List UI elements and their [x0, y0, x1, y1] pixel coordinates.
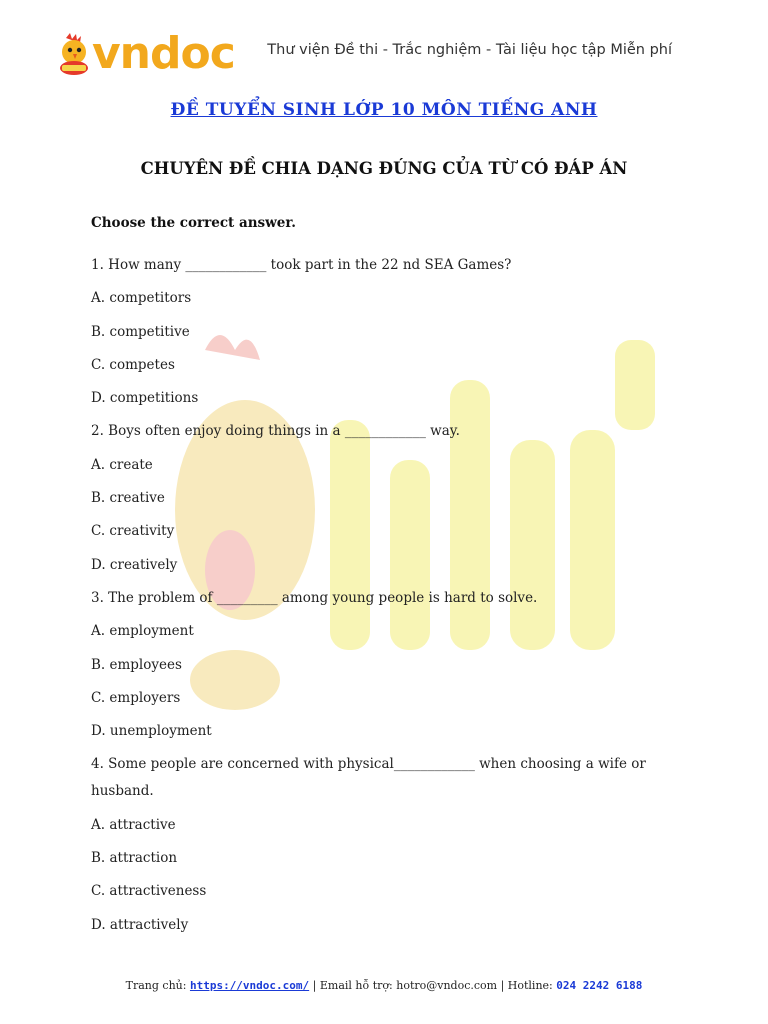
chicken-mascot-icon: [52, 32, 96, 76]
page-footer: [0, 979, 768, 992]
question-2-option-a: A. create: [91, 456, 153, 473]
question-4-text-cont: husband.: [91, 783, 154, 800]
header-tagline: Thư viện Đề thi - Trắc nghiệm - Tài liệu học tập Miễn phí: [267, 42, 672, 58]
question-3-option-d: D. unemployment: [91, 723, 212, 740]
question-3-text: 3. The problem of _________ among young people is hard to solve.: [91, 589, 538, 606]
question-3-option-a: A. employment: [91, 623, 194, 640]
footer-home-link[interactable]: https://vndoc.com/: [189, 979, 310, 992]
question-4-option-d: D. attractively: [91, 916, 189, 933]
question-3-option-b: B. employees: [91, 656, 182, 673]
document-subtitle: CHUYÊN ĐỀ CHIA DẠNG ĐÚNG CỦA TỪ CÓ ĐÁP ÁN: [140, 159, 628, 178]
question-1-option-a: A. competitors: [91, 290, 192, 307]
question-4-option-c: C. attractiveness: [91, 883, 207, 900]
page-header: [0, 0, 768, 90]
question-1-option-b: B. competitive: [91, 323, 190, 340]
question-1-text: 1. How many ____________ took part in the 22 nd SEA Games?: [91, 257, 512, 273]
document-title: ĐỀ TUYỂN SINH LỚP 10 MÔN TIẾNG ANH: [170, 100, 598, 120]
footer-hotline: 024 2242 6188: [556, 979, 643, 992]
question-1-option-d: D. competitions: [91, 390, 199, 407]
question-4-option-a: A. attractive: [91, 816, 176, 833]
footer-email-text: | Email hỗ trợ: hotro@vndoc.com | Hotline:: [309, 979, 557, 992]
footer-home-label: Trang chủ:: [125, 979, 190, 992]
instruction-text: Choose the correct answer.: [91, 215, 296, 231]
question-list: [91, 252, 681, 945]
vndoc-logo[interactable]: [52, 28, 235, 80]
question-2-text: 2. Boys often enjoy doing things in a ____________ way.: [91, 423, 460, 440]
question-2-option-d: D. creatively: [91, 556, 178, 573]
question-4-text: 4. Some people are concerned with physical____________ when choosing a wife or: [91, 756, 646, 773]
question-2-option-b: B. creative: [91, 490, 165, 507]
question-1-option-c: C. competes: [91, 356, 175, 373]
question-2-option-c: C. creativity: [91, 523, 175, 540]
question-3-option-c: C. employers: [91, 689, 181, 706]
logo-wordmark: vndoc: [92, 28, 235, 79]
question-4-option-b: B. attraction: [91, 850, 178, 867]
